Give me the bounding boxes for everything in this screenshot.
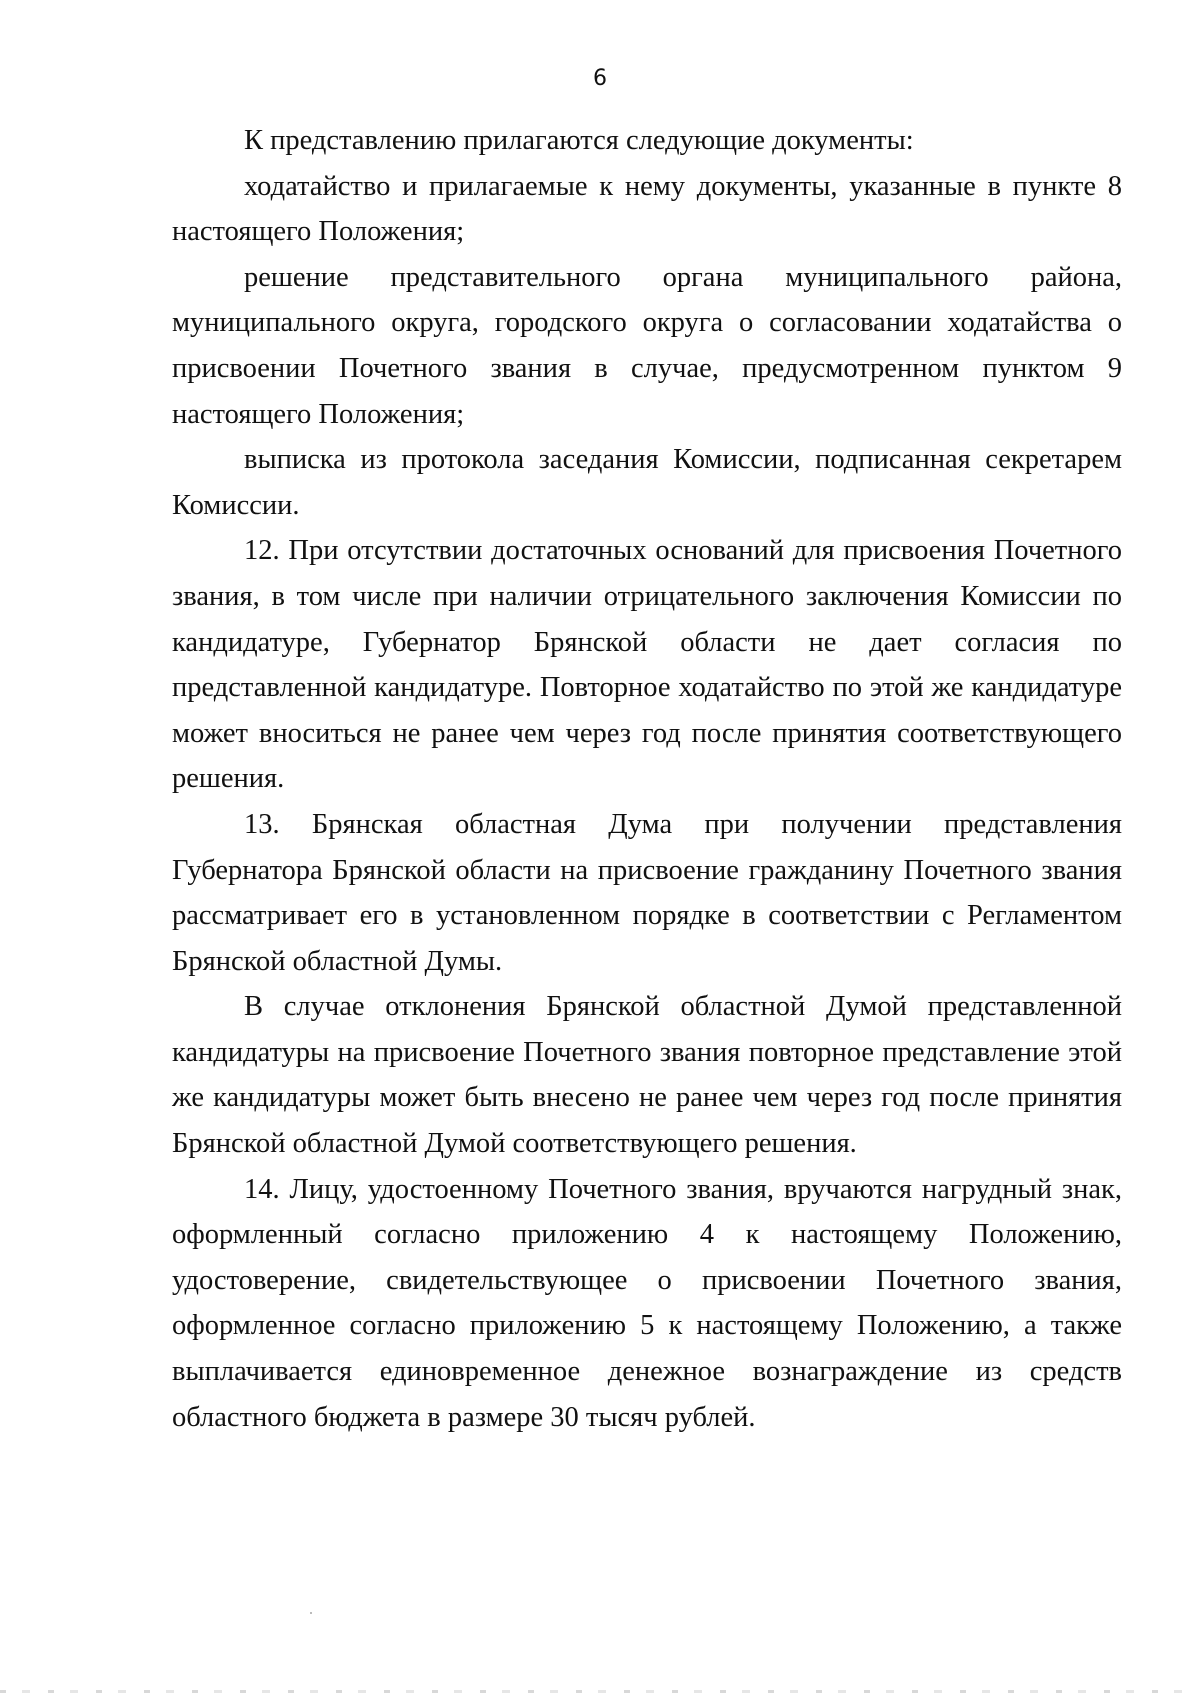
paragraph-clause-12: 12. При отсутствии достаточных оснований для присвоения Почетного звания, в том числе при наличии отрицательного заключения Комиссии по кандидатуре, Губернатор Брянской области не дает согласия по представленной кандидатуре. Повторное ходатайство по этой же кандидатуре может вноситься не ранее чем через год после принятия соответствующего решения. (172, 535, 1122, 795)
paragraph-clause-13: 13. Брянская областная Дума при получении представления Губернатора Брянской области на присвоение гражданину Почетного звания рассматривает его в установленном порядке в соответствии с Регламентом Брянской областной Думы. (172, 808, 1122, 977)
paragraph-rejection-case: В случае отклонения Брянской областной Думой представленной кандидатуры на присвоение Почетного звания повторное представление этой же кандидатуры может быть внесено не ранее чем через год после принятия Брянской областной Думой соответствующего решения. (172, 991, 1122, 1160)
scan-artifact-edge (0, 1690, 1200, 1693)
page-number: 6 (593, 66, 607, 91)
paragraph-representative-body-decision: решение представительного органа муниципального района, муниципального округа, городского округа о согласовании ходатайства о присвоении Почетного звания в случае, предусмотренном пунктом 9 настоящего Положения; (172, 261, 1122, 430)
scan-artifact-speck (310, 1612, 312, 1614)
document-body (172, 118, 1122, 1440)
paragraph-attachments-intro: К представлению прилагаются следующие документы: (244, 125, 914, 156)
paragraph-petition-documents: ходатайство и прилагаемые к нему документы, указанные в пункте 8 настоящего Положения; (172, 170, 1122, 248)
paragraph-clause-14: 14. Лицу, удостоенному Почетного звания, вручаются нагрудный знак, оформленный согласно приложению 4 к настоящему Положению, удостоверение, свидетельствующее о присвоении Почетного звания, оформленное согласно приложению 5 к настоящему Положению, а также выплачивается единовременное денежное вознаграждение из средств областного бюджета в размере 30 тысяч рублей. (172, 1173, 1122, 1433)
paragraph-commission-protocol-extract: выписка из протокола заседания Комиссии, подписанная секретарем Комиссии. (172, 444, 1122, 521)
